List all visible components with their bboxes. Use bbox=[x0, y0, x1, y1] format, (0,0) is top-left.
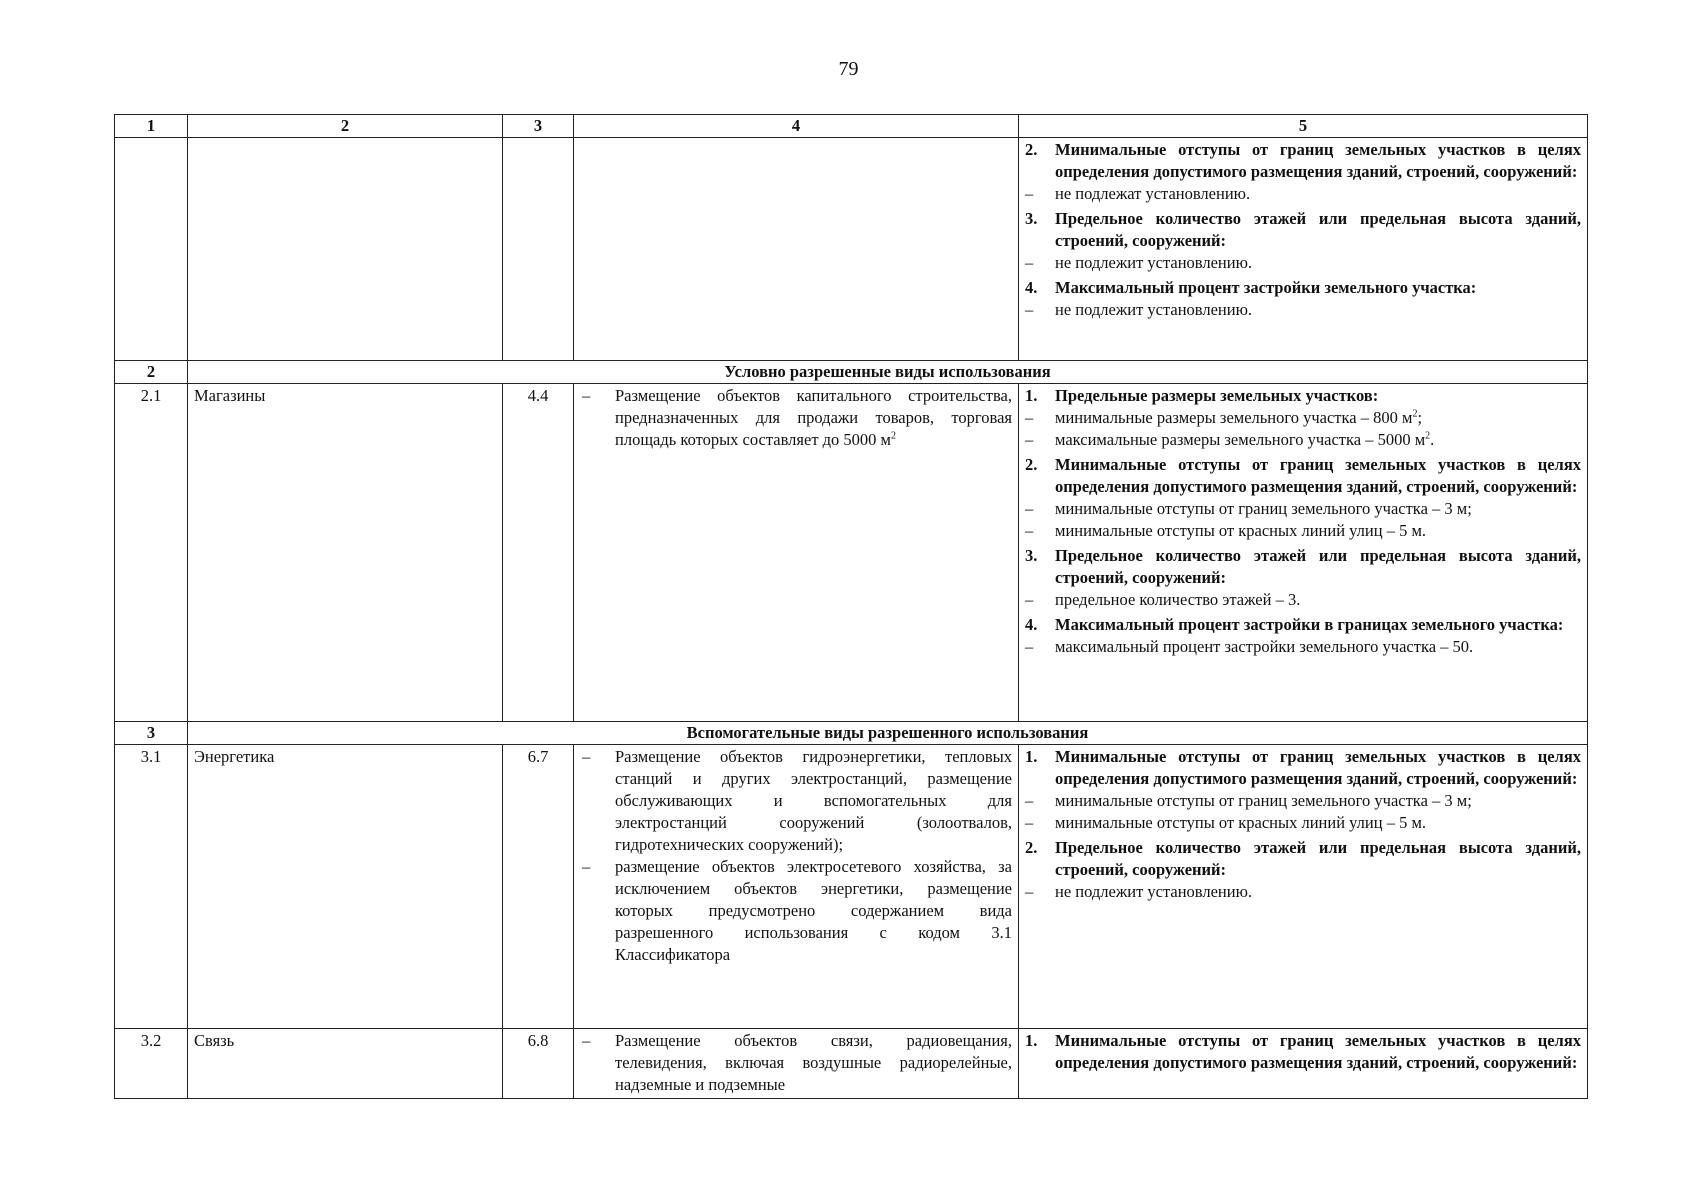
parameter-heading: 3. Предельное количество этажей или предельная высота зданий, строений, сооружений: bbox=[1025, 209, 1581, 250]
description-item: – размещение объектов электросетевого хозяйства, за исключением объектов энергетики, размещение которых предусмотрено содержанием вида разрешенного использования с кодом 3.1 Классификатора bbox=[582, 857, 1012, 964]
regulations-table bbox=[114, 114, 1588, 1099]
parameter-heading: 1. Минимальные отступы от границ земельных участков в целях определения допустимого размещения зданий, строений, сооружений: bbox=[1025, 1031, 1581, 1072]
parameter-value: – минимальные отступы от красных линий улиц – 5 м. bbox=[1025, 813, 1427, 832]
parameter-value: – максимальные размеры земельного участка – 5000 $м^2$. bbox=[1025, 430, 1435, 449]
parameter-value: – не подлежит установлению. bbox=[1025, 882, 1253, 901]
header-col-3: 3 bbox=[503, 115, 574, 138]
row-number: 3.1 bbox=[115, 745, 188, 1029]
table-row bbox=[115, 384, 1588, 722]
use-code: 6.8 bbox=[503, 1029, 574, 1099]
section-row bbox=[115, 722, 1588, 745]
parameters-cell bbox=[1019, 1029, 1588, 1099]
section-number: 3 bbox=[115, 722, 188, 745]
description-item: – Размещение объектов капитального строительства, предназначенных для продажи товаров, торговая площадь которых составляет до 5000 $м^2$ bbox=[582, 386, 1012, 449]
row-number: 2.1 bbox=[115, 384, 188, 722]
parameter-value: – не подлежит установлению. bbox=[1025, 253, 1253, 272]
use-name: Магазины bbox=[188, 384, 503, 722]
use-name: Связь bbox=[188, 1029, 503, 1099]
section-title: Условно разрешенные виды использования bbox=[188, 361, 1588, 384]
use-description bbox=[574, 1029, 1019, 1099]
row-number: 3.2 bbox=[115, 1029, 188, 1099]
use-description bbox=[574, 384, 1019, 722]
use-code: 6.7 bbox=[503, 745, 574, 1029]
parameter-value: – минимальные размеры земельного участка – 800 $м^2$; bbox=[1025, 408, 1423, 427]
table-row bbox=[115, 138, 1588, 361]
parameter-value: – максимальный процент застройки земельного участка – 50. bbox=[1025, 637, 1474, 656]
parameters-cell bbox=[1019, 745, 1588, 1029]
parameters-cell bbox=[1019, 138, 1588, 361]
parameter-value: – минимальные отступы от границ земельного участка – 3 м; bbox=[1025, 791, 1472, 810]
parameter-heading: 3. Предельное количество этажей или предельная высота зданий, строений, сооружений: bbox=[1025, 546, 1581, 587]
parameter-heading: 2. Минимальные отступы от границ земельных участков в целях определения допустимого размещения зданий, строений, сооружений: bbox=[1025, 455, 1581, 496]
section-row bbox=[115, 361, 1588, 384]
parameter-heading: 2. Минимальные отступы от границ земельных участков в целях определения допустимого размещения зданий, строений, сооружений: bbox=[1025, 140, 1581, 181]
page-number: 79 bbox=[838, 58, 859, 80]
header-col-5: 5 bbox=[1019, 115, 1588, 138]
parameter-heading: 4. Максимальный процент застройки земельного участка: bbox=[1025, 278, 1477, 297]
section-number: 2 bbox=[115, 361, 188, 384]
parameter-value: – не подлежат установлению. bbox=[1025, 184, 1251, 203]
section-title: Вспомогательные виды разрешенного использования bbox=[188, 722, 1588, 745]
use-description bbox=[574, 745, 1019, 1029]
parameter-value: – минимальные отступы от красных линий улиц – 5 м. bbox=[1025, 521, 1427, 540]
use-name: Энергетика bbox=[188, 745, 503, 1029]
header-col-1: 1 bbox=[115, 115, 188, 138]
description-item: – Размещение объектов связи, радиовещания, телевидения, включая воздушные радиорелейные, надземные и подземные bbox=[582, 1031, 1012, 1094]
parameter-heading: 4. Максимальный процент застройки в границах земельного участка: bbox=[1025, 615, 1564, 634]
parameter-value: – не подлежит установлению. bbox=[1025, 300, 1253, 319]
description-item: – Размещение объектов гидроэнергетики, тепловых станций и других электростанций, размещение обслуживающих и вспомогательных для электростанций сооружений (золоотвалов, гидротехнических сооружений); bbox=[582, 747, 1012, 854]
parameter-value: – предельное количество этажей – 3. bbox=[1025, 590, 1301, 609]
parameter-value: – минимальные отступы от границ земельного участка – 3 м; bbox=[1025, 499, 1472, 518]
parameter-heading: 2. Предельное количество этажей или предельная высота зданий, строений, сооружений: bbox=[1025, 838, 1581, 879]
table-header-row bbox=[115, 115, 1588, 138]
header-col-2: 2 bbox=[188, 115, 503, 138]
table-row bbox=[115, 1029, 1588, 1099]
use-code: 4.4 bbox=[503, 384, 574, 722]
header-col-4: 4 bbox=[574, 115, 1019, 138]
parameters-cell bbox=[1019, 384, 1588, 722]
parameter-heading: 1. Минимальные отступы от границ земельных участков в целях определения допустимого размещения зданий, строений, сооружений: bbox=[1025, 747, 1581, 788]
parameter-heading: 1. Предельные размеры земельных участков: bbox=[1025, 386, 1379, 405]
table-row bbox=[115, 745, 1588, 1029]
